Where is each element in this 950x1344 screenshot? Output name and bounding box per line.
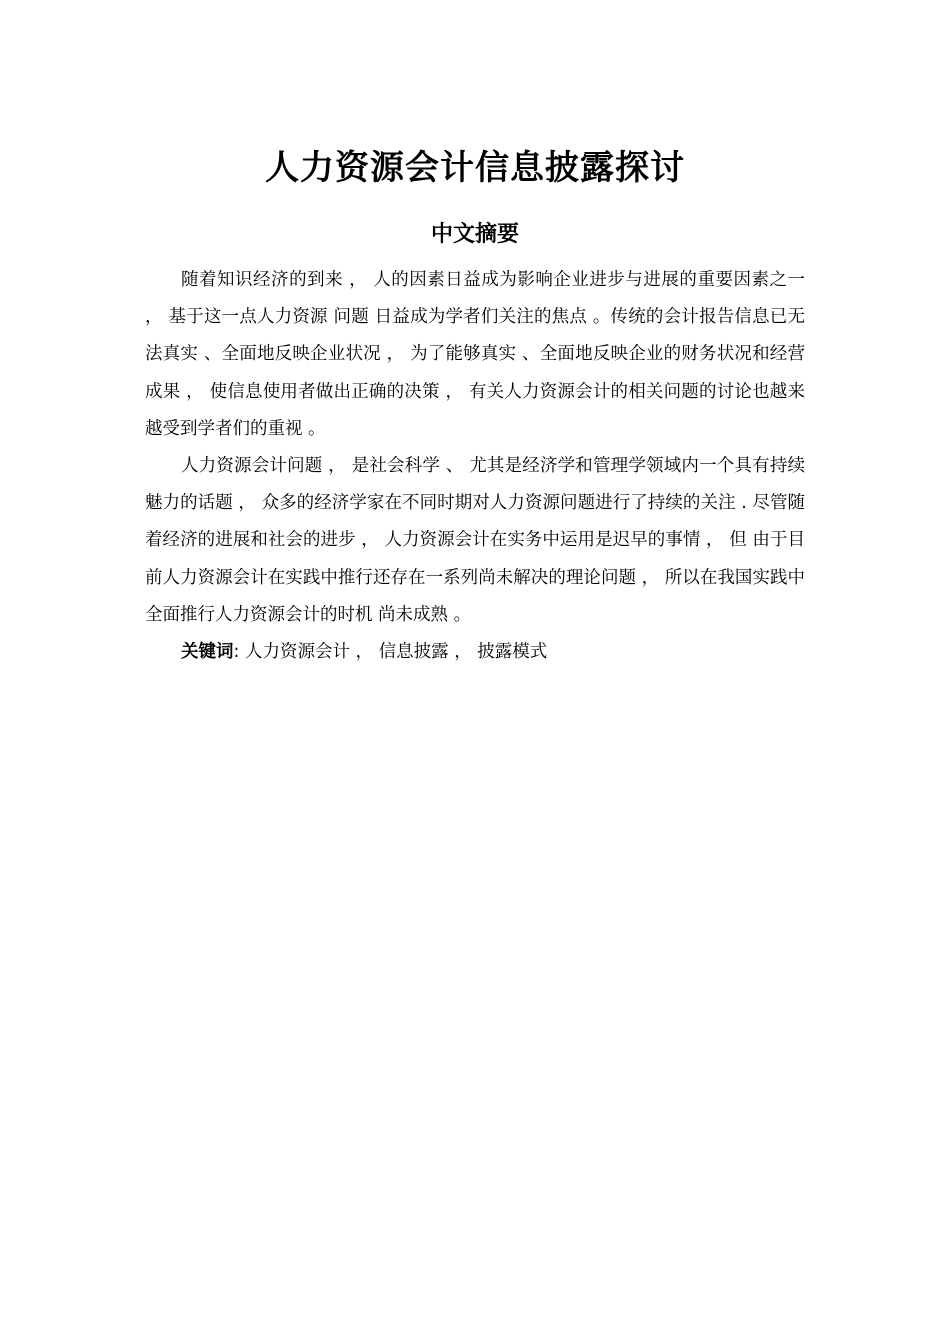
abstract-paragraph-1: 随着知识经济的到来 ， 人的因素日益成为影响企业进步与进展的重要因素之一 ， 基于这一点人力资源 问题 日益成为学者们关注的焦点 。传统的会计报告信息已无法真实 、全面地反映企业状况 ， 为了能够真实 、全面地反映企业的财务状况和经营成果 ， 使信息使用者做出正确的决策 ， 有关人力资源会计的相关问题的讨论也越来越受到学者们的重视 。 <box>145 270 805 439</box>
keywords-label: 关键词 <box>181 642 234 663</box>
keywords-line <box>145 634 805 671</box>
abstract-body <box>145 262 805 671</box>
keywords-colon: : <box>233 642 240 663</box>
keyword-separator: ， <box>448 642 478 663</box>
keyword-item: 披露模式 <box>477 642 548 663</box>
abstract-heading: 中文摘要 <box>430 222 519 247</box>
keyword-separator: ， <box>349 642 379 663</box>
abstract-paragraph-2: 人力资源会计问题 ， 是社会科学 、 尤其是经济学和管理学领域内一个具有持续魅力的话题 ， 众多的经济学家在不同时期对人力资源问题进行了持续的关注 . 尽管随着经济的进展和社会的进步 ， 人力资源会计在实务中运用是迟早的事情 ， 但 由于目前人力资源会计在实践中推行还存在一系列尚未解决的理论问题 ， 所以在我国实践中全面推行人力资源会计的时机 尚未成熟 。 <box>145 456 805 625</box>
keyword-item: 信息披露 <box>378 642 449 663</box>
document-title: 人力资源会计信息披露探讨 <box>265 148 685 188</box>
keyword-item: 人力资源会计 <box>244 642 350 663</box>
